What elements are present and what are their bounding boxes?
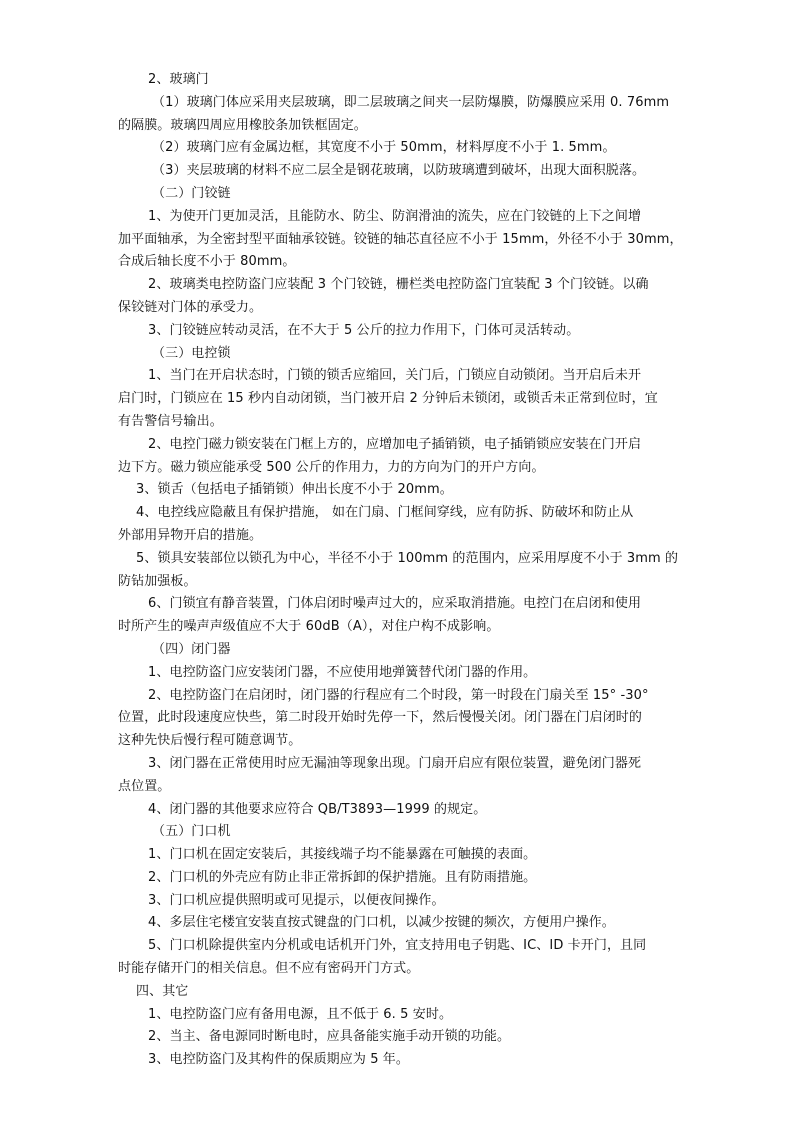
text-line: （2）玻璃门应有金属边框，其宽度不小于 50mm，材料厚度不小于 1. 5mm。 xyxy=(152,140,616,156)
text-line: 1、门口机在固定安装后，其接线端子均不能暴露在可触摸的表面。 xyxy=(148,847,537,863)
text-line: 3、锁舌（包括电子插销锁）伸出长度不小于 20mm。 xyxy=(136,482,453,498)
text-line: 2、玻璃门 xyxy=(148,72,209,87)
text-line: 1、电控防盗门应安装闭门器，不应使用地弹簧替代闭门器的作用。 xyxy=(148,664,537,680)
text-line: 这种先快后慢行程可随意调节。 xyxy=(118,733,302,749)
text-line: （三）电控锁 xyxy=(152,345,231,361)
text-line: 4、闭门器的其他要求应符合 QB/T3893—1999 的规定。 xyxy=(148,801,487,817)
text-line: 6、门锁宜有静音装置，门体启闭时噪声过大的，应采取消措施。电控门在启闭和使用 xyxy=(148,596,642,612)
text-line: 3、电控防盗门及其构件的保质期应为 5 年。 xyxy=(148,1052,410,1068)
text-line: 2、电控防盗门在启闭时，闭门器的行程应有二个时段，第一时段在门扇关至 15° -30° xyxy=(148,687,649,703)
text-line: 2、玻璃类电控防盗门应装配 3 个门铰链，栅栏类电控防盗门宜装配 3 个门铰链。以确 xyxy=(148,277,649,293)
text-line: （五）门口机 xyxy=(152,824,231,840)
text-line: （3）夹层玻璃的材料不应二层全是钢花玻璃，以防玻璃遭到破坏，出现大面积脱落。 xyxy=(152,163,646,179)
document-body xyxy=(118,69,683,1072)
text-line: 1、为使开门更加灵活，且能防水、防尘、防润滑油的流失，应在门铰链的上下之间增 xyxy=(148,208,642,224)
text-line: 加平面轴承，为全密封型平面轴承铰链。铰链的轴芯直径应不小于 15mm，外径不小于 30mm， xyxy=(118,231,683,247)
text-line: 2、门口机的外壳应有防止非正常拆卸的保护措施。且有防雨措施。 xyxy=(148,869,537,885)
text-line: 保铰链对门体的承受力。 xyxy=(118,299,263,315)
text-line: 3、闭门器在正常使用时应无漏油等现象出现。门扇开启应有限位装置，避免闭门器死 xyxy=(148,755,642,771)
text-line: 2、电控门磁力锁安装在门框上方的，应增加电子插销锁，电子插销锁应安装在门开启 xyxy=(148,436,642,452)
text-line: 外部用异物开启的措施。 xyxy=(118,527,263,543)
text-line: （二）门铰链 xyxy=(152,185,231,201)
text-line: 位置，此时段速度应快些，第二时段开始时先停一下，然后慢慢关闭。闭门器在门启闭时的 xyxy=(118,710,643,726)
text-line: 1、电控防盗门应有备用电源，且不低于 6. 5 安时。 xyxy=(148,1006,453,1022)
text-line: （1）玻璃门体应采用夹层玻璃，即二层玻璃之间夹一层防爆膜，防爆膜应采用 0. 76mm xyxy=(152,94,670,110)
text-line: 4、多层住宅楼宜安装直按式键盘的门口机，以减少按键的频次，方便用户操作。 xyxy=(148,915,615,931)
text-line: 有告警信号输出。 xyxy=(118,413,223,429)
text-line: 启门时，门锁应在 15 秒内自动闭锁，当门被开启 2 分钟后未锁闭，或锁舌未正常到位时，宜 xyxy=(118,391,658,407)
text-line: 四、其它 xyxy=(136,983,189,999)
text-line: 的隔膜。玻璃四周应用橡胶条加铁框固定。 xyxy=(118,117,367,133)
text-line: 4、电控线应隐蔽且有保护措施， 如在门扇、门框间穿线，应有防拆、防破坏和防止从 xyxy=(136,505,634,521)
text-line: 3、门口机应提供照明或可见提示，以便夜间操作。 xyxy=(148,892,445,908)
text-line: 时所产生的噪声声级值应不大于 60dB（A），对住户构不成影响。 xyxy=(118,619,500,635)
text-line: 时能存储开门的相关信息。但不应有密码开门方式。 xyxy=(118,961,420,977)
text-line: 点位置。 xyxy=(118,778,171,794)
text-line: 3、门铰链应转动灵活，在不大于 5 公斤的拉力作用下，门体可灵活转动。 xyxy=(148,322,580,338)
text-line: 合成后轴长度不小于 80mm。 xyxy=(118,254,296,270)
text-line: 5、锁具安装部位以锁孔为中心，半径不小于 100mm 的范围内，应采用厚度不小于 3mm 的 xyxy=(136,550,679,566)
text-line: 防钻加强板。 xyxy=(118,573,197,589)
text-line: 5、门口机除提供室内分机或电话机开门外，宜支持用电子钥匙、IC、ID 卡开门，且同 xyxy=(148,938,647,954)
text-line: （四）闭门器 xyxy=(152,641,231,657)
text-line: 2、当主、备电源同时断电时，应具备能实施手动开锁的功能。 xyxy=(148,1029,511,1045)
text-line: 边下方。磁力锁应能承受 500 公斤的作用力，力的方向为门的开户方向。 xyxy=(118,459,545,475)
text-line: 1、当门在开启状态时，门锁的锁舌应缩回，关门后，门锁应自动锁闭。当开启后未开 xyxy=(148,368,642,384)
